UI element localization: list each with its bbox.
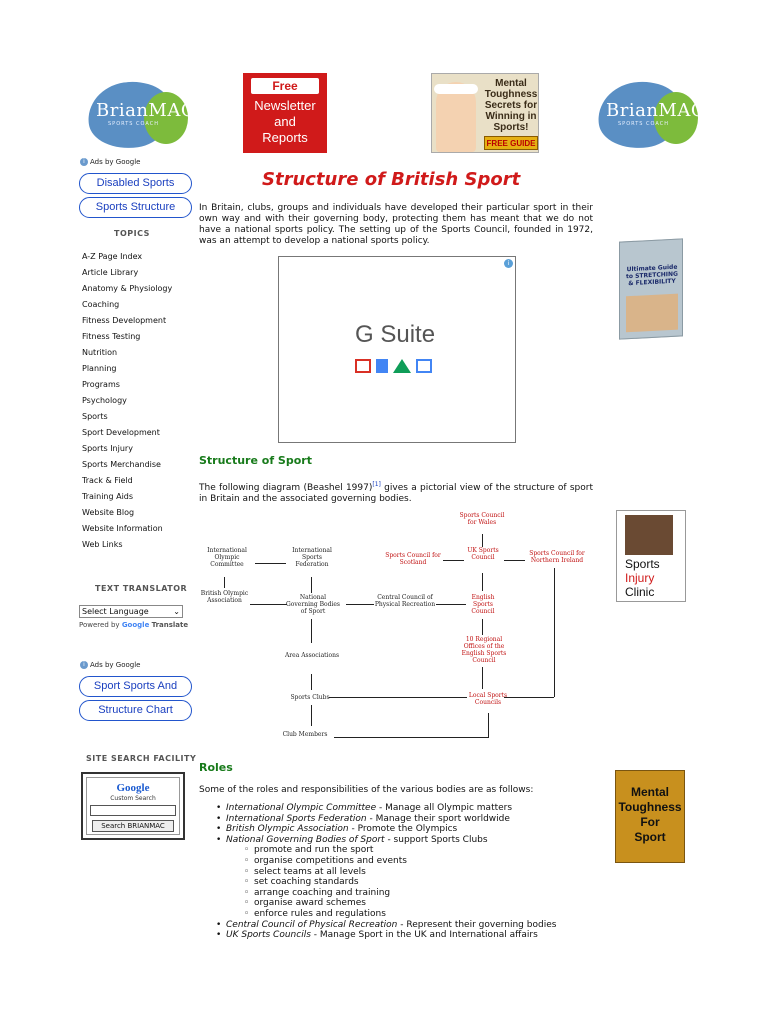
node-area: Area Associations xyxy=(284,652,340,659)
mental-toughness-book-ad[interactable] xyxy=(615,770,685,863)
drive-icon xyxy=(393,359,411,373)
logo-brand-text: BrianMAC xyxy=(96,100,196,121)
mt-book-line2: Toughness xyxy=(618,800,682,814)
structure-heading: Structure of Sport xyxy=(199,454,312,467)
ad-pill-structure-chart[interactable]: Structure Chart xyxy=(79,700,192,721)
sidebar-topic-link[interactable]: Planning xyxy=(82,364,117,373)
page-title: Structure of British Sport xyxy=(262,169,521,190)
node-ccpr: Central Council of Physical Recreation xyxy=(374,594,436,608)
role-item: • UK Sports Councils - Manage Sport in the UK and International affairs xyxy=(216,930,596,941)
sidebar-topic-link[interactable]: Website Blog xyxy=(82,508,135,517)
gmail-icon xyxy=(355,359,371,373)
subrole-item: ◦ set coaching standards xyxy=(244,877,596,888)
subrole-item: ◦ enforce rules and regulations xyxy=(244,909,596,920)
node-esc: English Sports Council xyxy=(471,594,495,615)
injury-line1: Sports xyxy=(625,557,660,571)
intro-paragraph: In Britain, clubs, groups and individuals have developed their particular sport in their own way and with their governing body, protecting them has meant that we do not have a national sports policy. The setting up of the Sports Council, founded in 1972, was an attempt to develop a national sports policy. xyxy=(199,203,593,246)
site-search-box xyxy=(81,772,185,840)
node-scni: Sports Council for Northern Ireland xyxy=(529,550,585,564)
sidebar-topic-link[interactable]: Training Aids xyxy=(82,492,134,501)
topics-list xyxy=(82,249,194,553)
role-item: • International Olympic Committee - Manage all Olympic matters xyxy=(216,803,596,814)
search-button[interactable]: Search BRIANMAC xyxy=(92,820,174,832)
calendar-icon xyxy=(416,359,432,373)
search-input[interactable] xyxy=(90,805,176,816)
sidebar-topic-link[interactable]: Website Information xyxy=(82,524,163,533)
sidebar-topic-link[interactable]: Sports Injury xyxy=(82,444,133,453)
gsuite-title: G Suite xyxy=(355,321,436,348)
stretching-book-ad[interactable] xyxy=(619,238,683,339)
sidebar-topic-link[interactable]: Programs xyxy=(82,380,120,389)
subrole-item: ◦ arrange coaching and training xyxy=(244,888,596,899)
newsletter-banner[interactable] xyxy=(243,73,327,153)
structure-paragraph: The following diagram (Beashel 1997)[1] gives a pictorial view of the structure of sport in Britain and the associated governing bodies. xyxy=(199,481,594,504)
sidebar-topic-link[interactable]: Sports xyxy=(82,412,108,421)
mental-toughness-ad[interactable] xyxy=(431,73,539,153)
gsuite-ad[interactable] xyxy=(278,256,516,443)
reference-link[interactable]: [1] xyxy=(372,481,381,488)
sidebar-topic-link[interactable]: A-Z Page Index xyxy=(82,252,143,261)
node-scs: Sports Council for Scotland xyxy=(385,552,441,566)
language-select[interactable]: Select Language ⌄ xyxy=(79,605,183,618)
brianmac-logo-right[interactable] xyxy=(596,78,706,154)
sidebar-topic-link[interactable]: Sport Development xyxy=(82,428,160,437)
mt-book-line4: Sport xyxy=(634,830,666,844)
ad-info-icon[interactable]: i xyxy=(504,259,513,268)
ads-by-google-1[interactable]: i Ads by Google xyxy=(80,158,140,166)
info-icon: i xyxy=(80,661,88,669)
sidebar-topic-link[interactable]: Nutrition xyxy=(82,348,118,357)
newsletter-line3: Reports xyxy=(262,130,308,145)
sidebar-topic-link[interactable]: Anatomy & Physiology xyxy=(82,284,173,293)
subrole-item: ◦ organise award schemes xyxy=(244,898,596,909)
role-item: • National Governing Bodies of Sport - support Sports Clubs ◦ promote and run the sport ◦ organise competitions and events ◦ select teams at all levels ◦ set coaching standards ◦ arrange coaching and training ◦ organise award schemes ◦ enforce rules and regulations xyxy=(216,835,596,920)
translator-heading: TEXT TRANSLATOR xyxy=(95,584,188,593)
subrole-item: ◦ organise competitions and events xyxy=(244,856,596,867)
gsuite-icons xyxy=(355,359,445,373)
mt-ad-cta: FREE GUIDE xyxy=(484,136,538,150)
ad-pill-sports-structure[interactable]: Sports Structure xyxy=(79,197,192,218)
roles-heading: Roles xyxy=(199,761,233,774)
node-uksc: UK Sports Council xyxy=(467,547,499,561)
ads-by-google-2[interactable]: i Ads by Google xyxy=(80,661,140,669)
mt-book-line3: For xyxy=(640,815,660,829)
powered-by-google-translate[interactable]: Powered by Google Translate xyxy=(79,621,189,629)
newsletter-free: Free xyxy=(251,78,319,94)
google-logo: Google xyxy=(116,782,150,794)
sidebar-topic-link[interactable]: Track & Field xyxy=(82,476,133,485)
role-item: • International Sports Federation - Manage their sport worldwide xyxy=(216,814,596,825)
topics-heading: TOPICS xyxy=(114,229,150,238)
mt-book-line1: Mental xyxy=(630,785,669,799)
book-photo xyxy=(626,294,678,333)
chevron-down-icon: ⌄ xyxy=(173,607,180,616)
subrole-item: ◦ promote and run the sport xyxy=(244,845,596,856)
injury-photo xyxy=(625,515,673,555)
newsletter-line2: and xyxy=(274,114,296,129)
structure-diagram xyxy=(199,508,599,744)
node-members: Club Members xyxy=(282,731,328,738)
node-regional: 10 Regional Offices of the English Sports Council xyxy=(461,636,507,664)
node-ngb: National Governing Bodies of Sport xyxy=(285,594,341,615)
ad-pill-disabled-sports[interactable]: Disabled Sports xyxy=(79,173,192,194)
roles-intro: Some of the roles and responsibilities of the various bodies are as follows: xyxy=(199,785,534,795)
info-icon: i xyxy=(80,158,88,166)
sidebar-topic-link[interactable]: Coaching xyxy=(82,300,120,309)
mt-ad-text: Mental Toughness Secrets for Winning in Sports! xyxy=(484,78,538,133)
node-clubs: Sports Clubs xyxy=(290,694,330,701)
custom-search-label: Custom Search xyxy=(110,795,156,802)
subrole-item: ◦ select teams at all levels xyxy=(244,867,596,878)
newsletter-line1: Newsletter xyxy=(254,98,316,113)
sidebar-topic-link[interactable]: Fitness Testing xyxy=(82,332,141,341)
node-isf: International Sports Federation xyxy=(292,547,332,568)
docs-icon xyxy=(376,359,388,373)
logo-sub-text: SPORTS COACH xyxy=(618,121,669,127)
brianmac-logo-left[interactable] xyxy=(86,78,196,154)
node-scw: Sports Council for Wales xyxy=(459,512,505,526)
sidebar-topic-link[interactable]: Fitness Development xyxy=(82,316,167,325)
sports-injury-clinic-ad[interactable] xyxy=(616,510,686,602)
node-boa: British Olympic Association xyxy=(200,590,249,604)
ngb-subroles xyxy=(244,845,596,919)
sidebar-topic-link[interactable]: Psychology xyxy=(82,396,127,405)
role-item: • British Olympic Association - Promote the Olympics xyxy=(216,824,596,835)
ad-pill-sport-sports-and[interactable]: Sport Sports And xyxy=(79,676,192,697)
sidebar-topic-link[interactable]: Article Library xyxy=(82,268,139,277)
injury-line2: Injury xyxy=(625,571,655,585)
site-search-heading: SITE SEARCH FACILITY xyxy=(86,754,197,763)
node-local: Local Sports Councils xyxy=(468,692,508,706)
sidebar-topic-link[interactable]: Sports Merchandise xyxy=(82,460,161,469)
sidebar-topic-link[interactable]: Web Links xyxy=(82,540,123,549)
logo-brand-text: BrianMAC xyxy=(606,100,706,121)
book-title: Ultimate Guide to STRETCHING & FLEXIBILITY xyxy=(626,263,678,288)
injury-line3: Clinic xyxy=(625,585,655,599)
node-ioc: International Olympic Committee xyxy=(207,547,247,568)
logo-sub-text: SPORTS COACH xyxy=(108,121,159,127)
roles-list xyxy=(216,803,596,941)
role-item: • Central Council of Physical Recreation - Represent their governing bodies xyxy=(216,920,596,931)
